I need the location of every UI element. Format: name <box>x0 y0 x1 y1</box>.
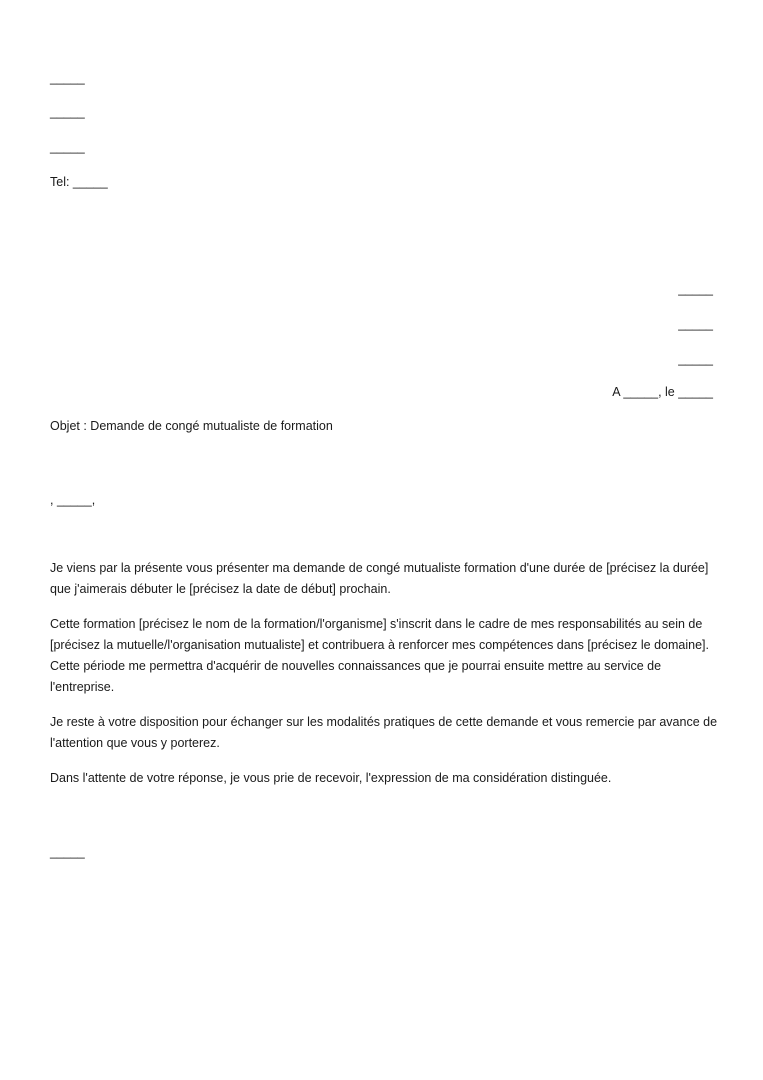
body-paragraph-3: Je reste à votre disposition pour échanger sur les modalités pratiques de cette demande et vous remercie par avance de l'attention que vous y porterez. <box>50 715 718 750</box>
recipient-line-1: _____ <box>678 282 713 296</box>
body-paragraph-1: Je viens par la présente vous présenter ma demande de congé mutualiste formation d'une durée de [précisez la durée] que j'aimerais débuter le [précisez la date de début] prochain. <box>50 561 709 596</box>
sender-tel: Tel: _____ <box>50 175 108 189</box>
place-date: A _____, le _____ <box>612 385 713 399</box>
sender-line-3: _____ <box>50 140 85 154</box>
recipient-line-3: _____ <box>678 352 713 366</box>
sender-line-1: _____ <box>50 71 85 85</box>
salutation: , _____, <box>50 493 96 507</box>
signature-line: _____ <box>50 845 85 859</box>
sender-line-2: _____ <box>50 105 85 119</box>
recipient-line-2: _____ <box>678 317 713 331</box>
subject-line: Objet : Demande de congé mutualiste de formation <box>50 419 333 433</box>
body-paragraph-4: Dans l'attente de votre réponse, je vous prie de recevoir, l'expression de ma considération distinguée. <box>50 771 612 785</box>
body-paragraph-2: Cette formation [précisez le nom de la formation/l'organisme] s'inscrit dans le cadre de mes responsabilités au sein de [précisez la mutuelle/l'organisation mutualiste] et contribuera à renforcer mes compétences dans [précisez le domaine]. Cette période me permettra d'acquérir de nouvelles connaissances que je pourrai ensuite mettre au service de l'entreprise. <box>50 617 709 694</box>
